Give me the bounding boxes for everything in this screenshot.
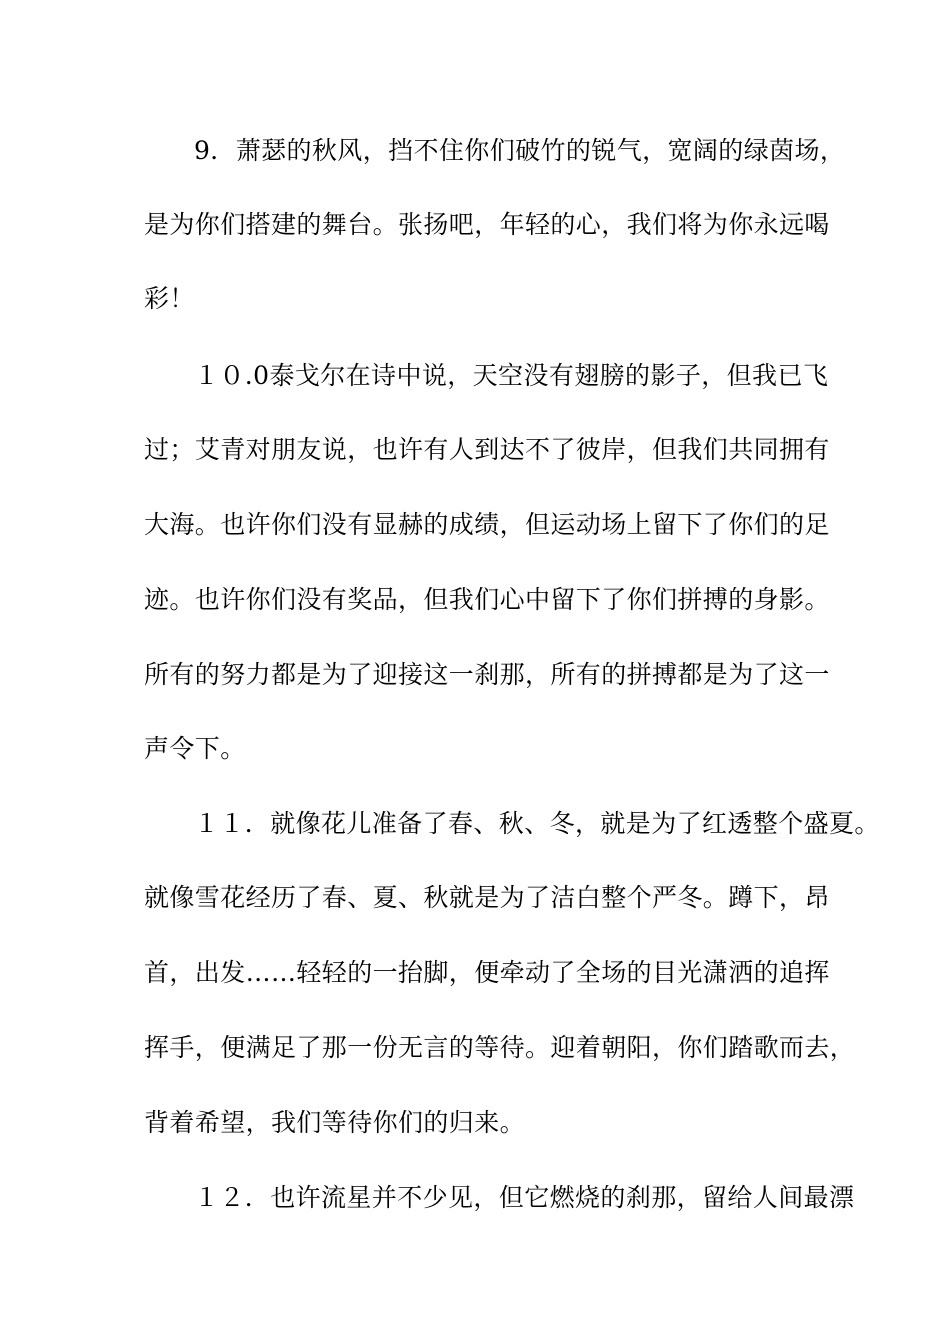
paragraph-9-line-2: 是为你们搭建的舞台。张扬吧，年轻的心，我们将为你永远喝: [144, 210, 830, 239]
paragraph-11-line-5: 背着希望，我们等待你们的归来。: [144, 1108, 526, 1137]
paragraph-9-line-1: 9．萧瑟的秋风，挡不住你们破竹的锐气，宽阔的绿茵场，: [194, 136, 846, 165]
paragraph-10-line-3: 大海。也许你们没有显赫的成绩，但运动场上留下了你们的足: [144, 510, 830, 539]
paragraph-11-line-2: 就像雪花经历了春、夏、秋就是为了洁白整个严冬。蹲下，昂: [144, 883, 830, 912]
paragraph-10-line-6: 声令下。: [144, 734, 246, 763]
paragraph-10-line-2: 过；艾青对朋友说，也许有人到达不了彼岸，但我们共同拥有: [144, 435, 830, 464]
paragraph-10-line-5: 所有的努力都是为了迎接这一刹那，所有的拼搏都是为了这一: [144, 660, 830, 689]
paragraph-11-line-4: 挥手，便满足了那一份无言的等待。迎着朝阳，你们踏歌而去，: [144, 1033, 856, 1062]
paragraph-12-line-1: １２．也许流星并不少见，但它燃烧的刹那，留给人间最漂: [194, 1183, 855, 1212]
paragraph-11-line-1: １１．就像花儿准备了春、秋、冬，就是为了红透整个盛夏。: [194, 809, 880, 838]
paragraph-10-line-4: 迹。也许你们没有奖品，但我们心中留下了你们拼搏的身影。: [144, 585, 830, 614]
paragraph-10-line-1: １０.0泰戈尔在诗中说，天空没有翅膀的影子，但我已飞: [194, 361, 829, 390]
paragraph-9-line-3: 彩！: [144, 284, 195, 313]
paragraph-11-line-3: 首，出发……轻轻的一抬脚，便牵动了全场的目光潇洒的追挥: [144, 958, 830, 987]
